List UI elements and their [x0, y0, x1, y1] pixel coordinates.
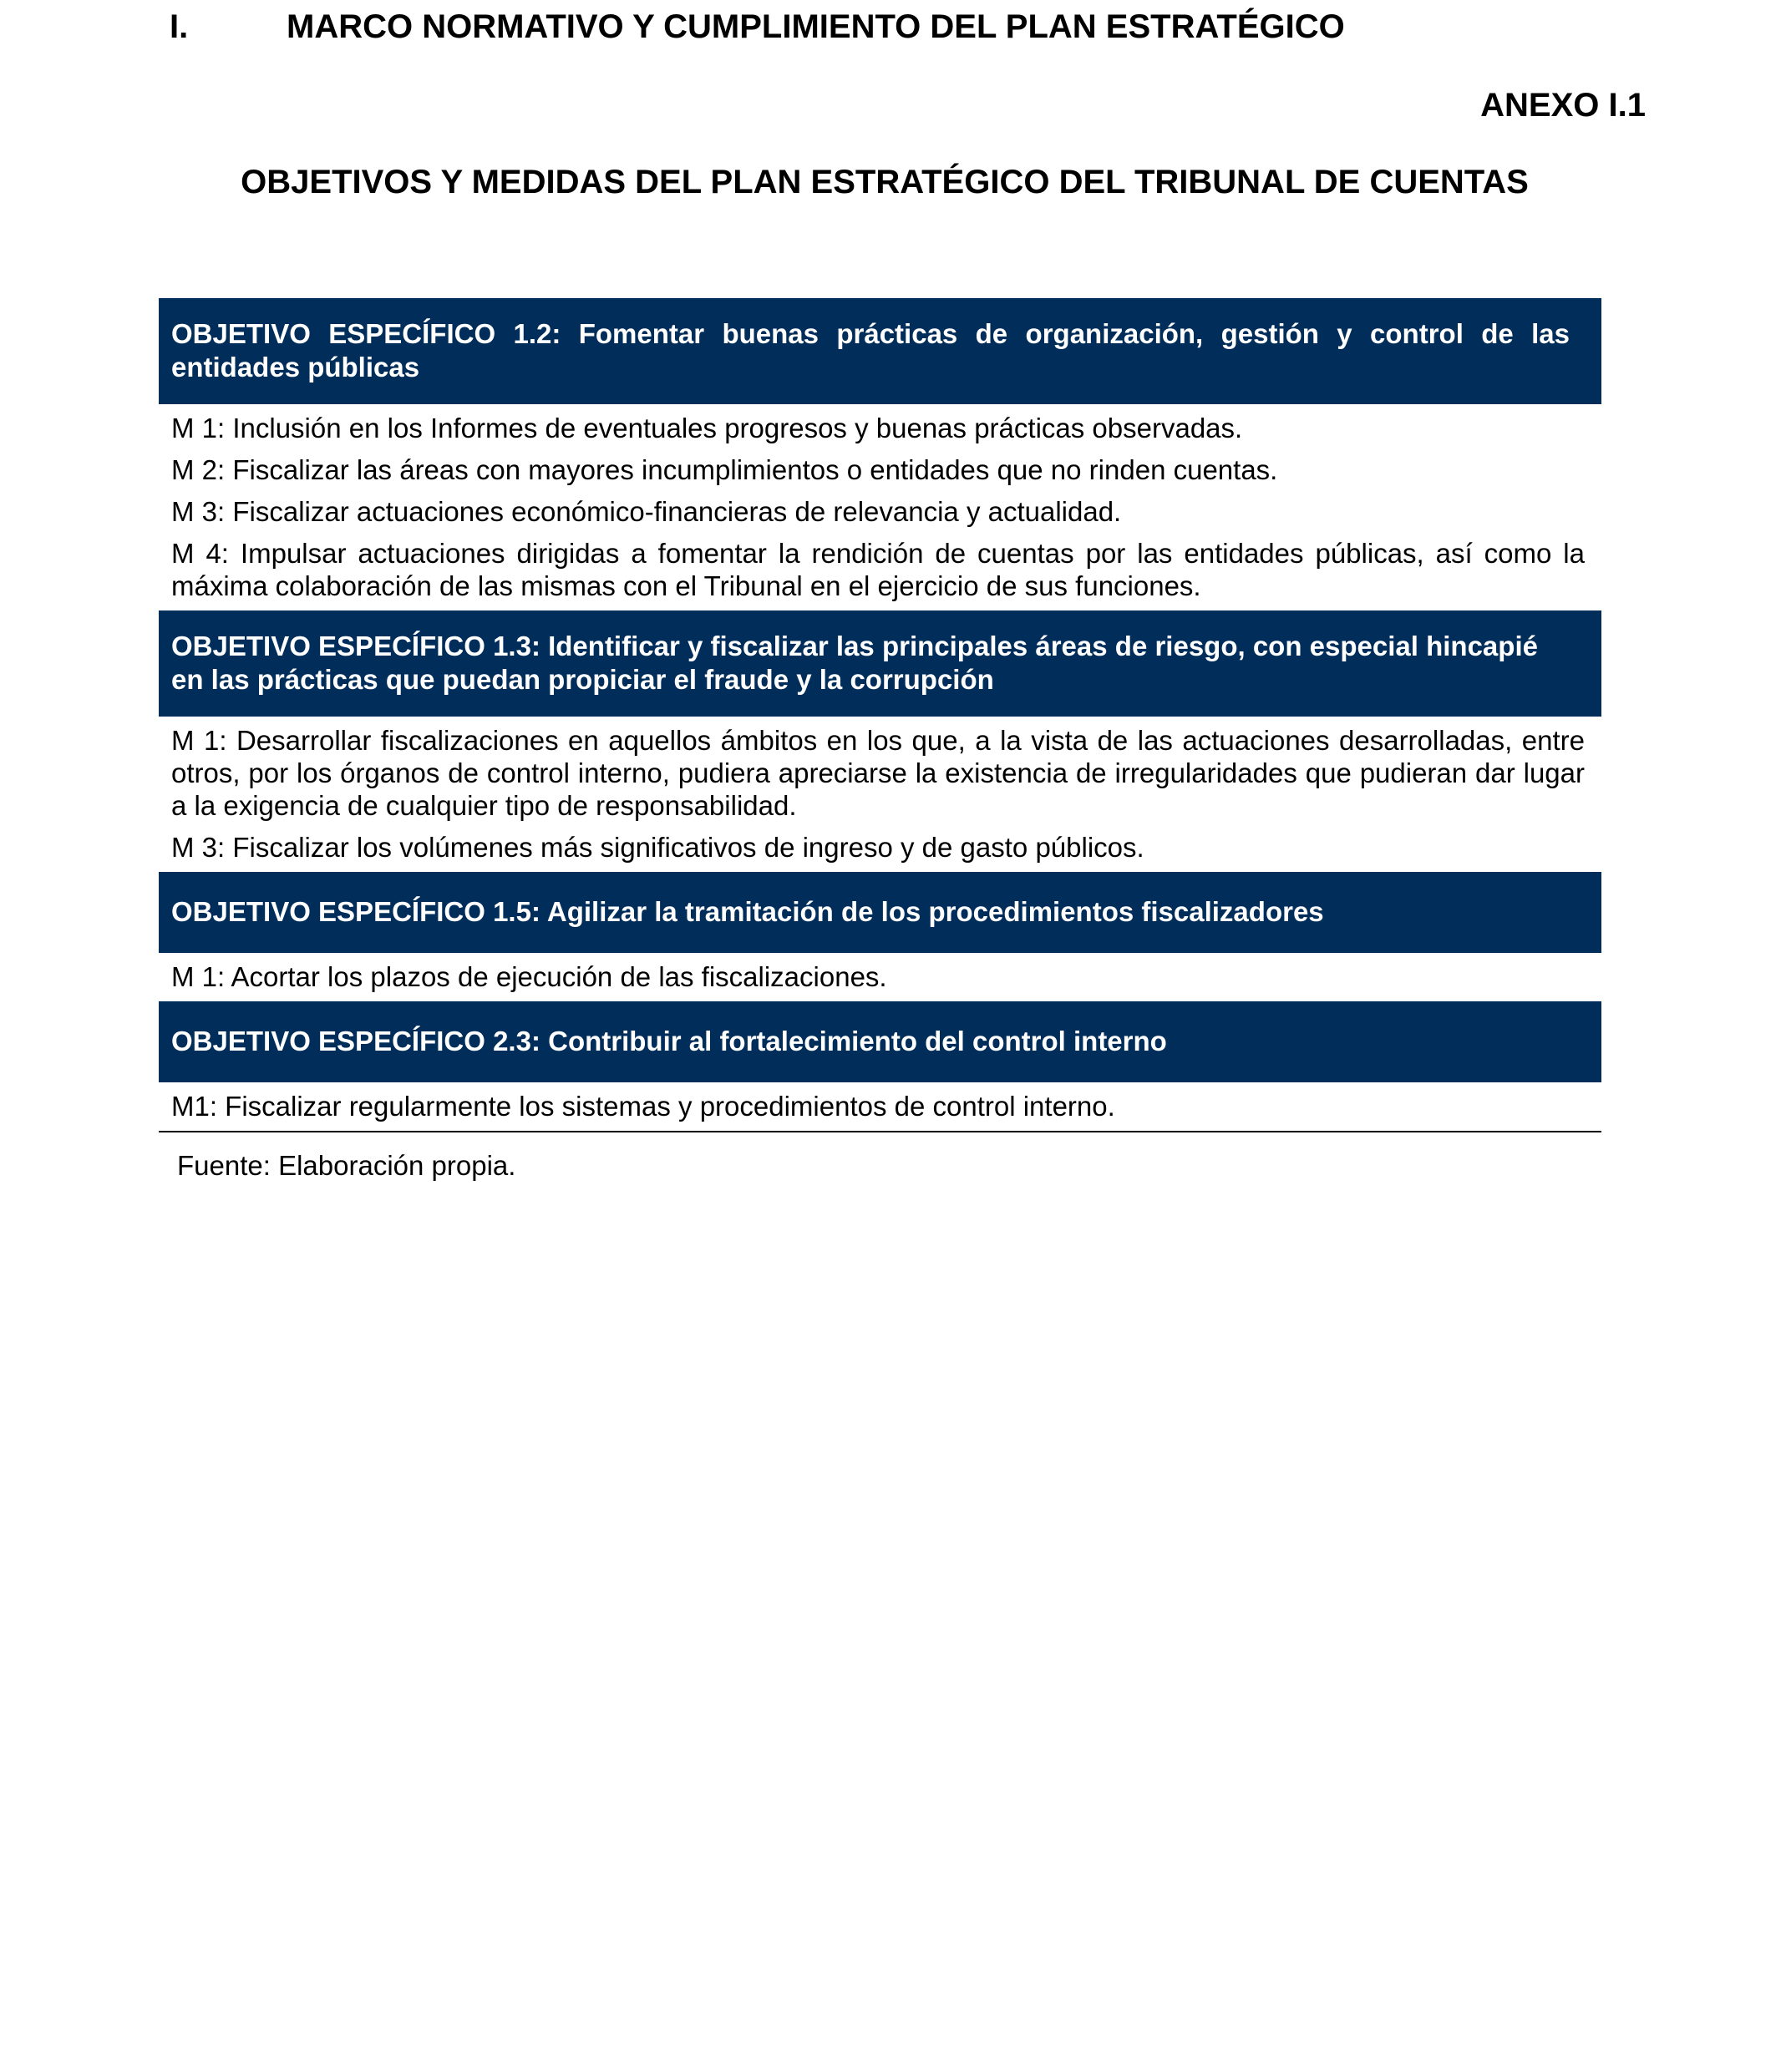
- measure-item: M 4: Impulsar actuaciones dirigidas a fomentar la rendición de cuentas por las entidades públicas, así como la máxima colaboración de las mismas con el Tribunal en el ejercicio de sus funciones.: [171, 538, 1585, 601]
- objectives-table: [159, 298, 1601, 1183]
- measures-list: [159, 1082, 1601, 1131]
- measure-item: M 1: Inclusión en los Informes de eventuales progresos y buenas prácticas observadas.: [171, 413, 1243, 443]
- objective-header: OBJETIVO ESPECÍFICO 2.3: Contribuir al fortalecimiento del control interno: [159, 1001, 1601, 1082]
- source-note: Fuente: Elaboración propia.: [177, 1150, 516, 1181]
- section-heading: [170, 5, 1345, 48]
- section-number: I.: [170, 8, 189, 45]
- objective-block: [159, 1001, 1601, 1131]
- document-title: [0, 160, 1776, 204]
- objective-block: [159, 610, 1601, 872]
- measure-item: M 3: Fiscalizar los volúmenes más significativos de ingreso y de gasto públicos.: [171, 832, 1144, 863]
- document-title-text: OBJETIVOS Y MEDIDAS DEL PLAN ESTRATÉGICO DEL TRIBUNAL DE CUENTAS: [241, 164, 1529, 200]
- measures-list: [159, 404, 1601, 610]
- measure-item: M 1: Desarrollar fiscalizaciones en aquellos ámbitos en los que, a la vista de las actuaciones desarrolladas, entre otros, por los órganos de control interno, pudiera apreciarse la existencia de irregularidades que pudieran dar lugar a la exigencia de cualquier tipo de responsabilidad.: [171, 725, 1585, 821]
- objective-header: OBJETIVO ESPECÍFICO 1.5: Agilizar la tramitación de los procedimientos fiscalizadores: [159, 872, 1601, 953]
- section-title: MARCO NORMATIVO Y CUMPLIMIENTO DEL PLAN ESTRATÉGICO: [287, 8, 1345, 45]
- objective-header: OBJETIVO ESPECÍFICO 1.3: Identificar y fiscalizar las principales áreas de riesgo, con especial hincapié en las prácticas que puedan propiciar el fraude y la corrupción: [159, 610, 1601, 717]
- objective-block: [159, 872, 1601, 1001]
- measure-item: M 3: Fiscalizar actuaciones económico-financieras de relevancia y actualidad.: [171, 496, 1122, 527]
- measures-list: [159, 953, 1601, 1001]
- objective-header: OBJETIVO ESPECÍFICO 1.2: Fomentar buenas prácticas de organización, gestión y control de las entidades públicas: [159, 298, 1601, 404]
- measure-item: M1: Fiscalizar regularmente los sistemas y procedimientos de control interno.: [171, 1091, 1115, 1122]
- measure-item: M 2: Fiscalizar las áreas con mayores incumplimientos o entidades que no rinden cuentas.: [171, 454, 1278, 485]
- measures-list: [159, 717, 1601, 872]
- annex-label: ANEXO I.1: [1480, 87, 1646, 124]
- objective-block: [159, 298, 1601, 610]
- measure-item: M 1: Acortar los plazos de ejecución de las fiscalizaciones.: [171, 961, 887, 992]
